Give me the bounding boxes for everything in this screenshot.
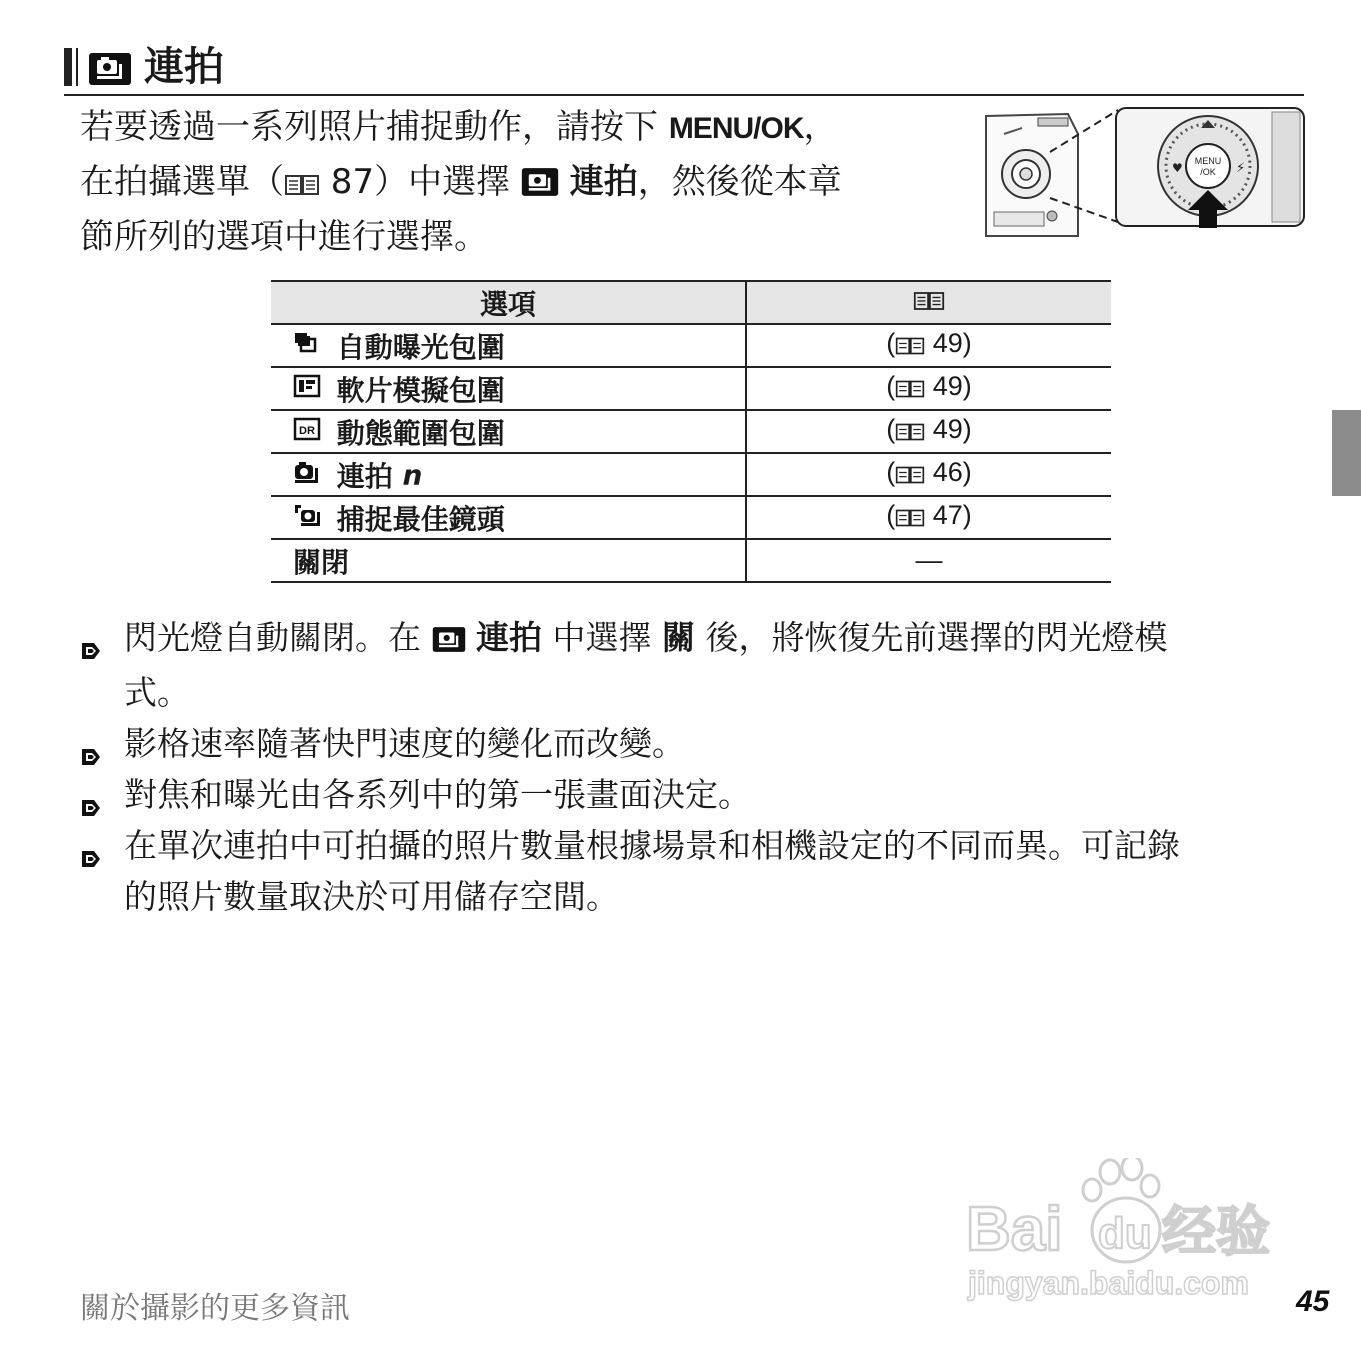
intro-text: ，然後從本章 xyxy=(637,162,842,202)
options-table xyxy=(271,280,1111,583)
option-label: 動態範圍包圍 xyxy=(336,416,505,450)
table-row xyxy=(271,367,1111,410)
option-cell xyxy=(271,367,746,410)
continuous-shooting-icon xyxy=(88,52,132,90)
svg-text:/OK: /OK xyxy=(1200,167,1216,177)
intro-line-2 xyxy=(80,155,980,210)
svg-text:MENU: MENU xyxy=(1194,156,1222,166)
page-title: 連拍 xyxy=(144,44,224,90)
note-item xyxy=(80,769,1300,820)
option-label-suffix: n xyxy=(402,458,423,491)
book-icon xyxy=(895,332,925,363)
auto-exposure-bracketing-icon xyxy=(293,329,327,362)
page-ref-cell: ( 46) xyxy=(746,453,1111,496)
svg-text:DR: DR xyxy=(299,425,315,437)
note-bullet-icon xyxy=(80,626,102,677)
option-label: 軟片模擬包圍 xyxy=(336,373,505,407)
camera-illustration xyxy=(982,104,1307,248)
table-row-off xyxy=(271,539,1111,582)
page-ref-cell: ( 49) xyxy=(746,367,1111,410)
note-text: 後，將恢復先前選擇的閃光燈模 xyxy=(694,618,1168,657)
baidu-jingyan-watermark xyxy=(962,1158,1282,1312)
page-number: 49 xyxy=(932,371,963,401)
page-number: 46 xyxy=(932,457,963,487)
notes-list xyxy=(80,612,1300,922)
note-text: 中選擇 xyxy=(542,618,662,657)
option-cell xyxy=(271,539,746,582)
page-ref-cell: — xyxy=(746,539,1111,582)
chapter-tab-marker xyxy=(1332,410,1361,496)
note-item xyxy=(80,718,1300,769)
book-icon xyxy=(895,418,925,449)
heading-bar-thin xyxy=(76,48,78,86)
intro-line-1 xyxy=(80,100,980,155)
svg-text:Bai: Bai xyxy=(966,1195,1063,1264)
book-icon xyxy=(284,159,320,214)
intro-text: 在拍攝選單（ xyxy=(80,162,284,202)
svg-text:⚡: ⚡ xyxy=(1236,161,1246,176)
footer-section-title: 關於攝影的更多資訊 xyxy=(80,1291,350,1326)
note-text: 對焦和曝光由各系列中的第一張畫面決定。 xyxy=(124,775,751,814)
option-label: 關閉 xyxy=(293,545,350,579)
table-row xyxy=(271,410,1111,453)
svg-text:jingyan.baidu.com: jingyan.baidu.com xyxy=(968,1265,1249,1301)
svg-text:经验: 经验 xyxy=(1162,1200,1270,1263)
intro-text: ， xyxy=(803,107,838,147)
section-heading xyxy=(64,42,1304,96)
film-simulation-bracketing-icon xyxy=(293,372,327,405)
page-ref-cell: ( 49) xyxy=(746,324,1111,367)
page-number: 49 xyxy=(932,414,963,444)
page-number: 49 xyxy=(932,328,963,358)
book-icon xyxy=(895,461,925,492)
book-icon xyxy=(895,375,925,406)
svg-text:du: du xyxy=(1098,1209,1152,1258)
note-text: 影格速率隨著快門速度的變化而改變。 xyxy=(124,724,685,763)
table-row xyxy=(271,453,1111,496)
option-cell xyxy=(271,453,746,496)
option-cell xyxy=(271,324,746,367)
note-text-line2: 式。 xyxy=(124,673,190,712)
page-ref-cell: ( 49) xyxy=(746,410,1111,453)
book-icon xyxy=(913,286,945,319)
intro-paragraph xyxy=(80,100,980,265)
dynamic-range-bracketing-icon xyxy=(293,415,327,448)
note-bullet-icon xyxy=(80,834,102,885)
note-text: 閃光燈自動關閉。在 xyxy=(124,618,432,657)
book-icon xyxy=(895,504,925,535)
intro-bold-text: 連拍 xyxy=(569,162,638,202)
table-header-row xyxy=(271,281,1111,324)
best-frame-capture-icon xyxy=(293,501,327,534)
note-bold-text: 連拍 xyxy=(476,618,542,657)
note-text: 在單次連拍中可拍攝的照片數量根據場景和相機設定的不同而異。可記錄 xyxy=(124,826,1180,865)
intro-text: 若要透過一系列照片捕捉動作，請按下 xyxy=(80,107,669,147)
option-cell xyxy=(271,496,746,539)
table-row xyxy=(271,496,1111,539)
heading-bar xyxy=(64,48,72,86)
continuous-shooting-icon xyxy=(293,458,327,491)
option-label: 自動曝光包圍 xyxy=(336,330,505,364)
continuous-shooting-icon xyxy=(521,159,559,214)
menu-ok-key: MENU/OK xyxy=(668,112,804,145)
svg-text:♥: ♥ xyxy=(1172,161,1183,175)
note-bold-text: 關 xyxy=(661,618,695,657)
table-row xyxy=(271,324,1111,367)
note-text-line2: 的照片數量取決於可用儲存空間。 xyxy=(124,877,619,916)
page-ref-cell: ( 47) xyxy=(746,496,1111,539)
note-item xyxy=(80,820,1300,922)
intro-line-3: 節所列的選項中進行選擇。 xyxy=(80,217,488,257)
option-label: 捕捉最佳鏡頭 xyxy=(336,502,505,536)
page-number: 47 xyxy=(932,500,963,530)
header-page xyxy=(746,281,1111,324)
intro-text: 87）中選擇 xyxy=(320,162,521,202)
page-number: 45 xyxy=(1296,1285,1330,1318)
note-item xyxy=(80,612,1300,718)
header-option: 選項 xyxy=(271,281,746,324)
option-label: 連拍 xyxy=(336,459,393,493)
option-cell xyxy=(271,410,746,453)
continuous-shooting-icon xyxy=(432,616,466,667)
